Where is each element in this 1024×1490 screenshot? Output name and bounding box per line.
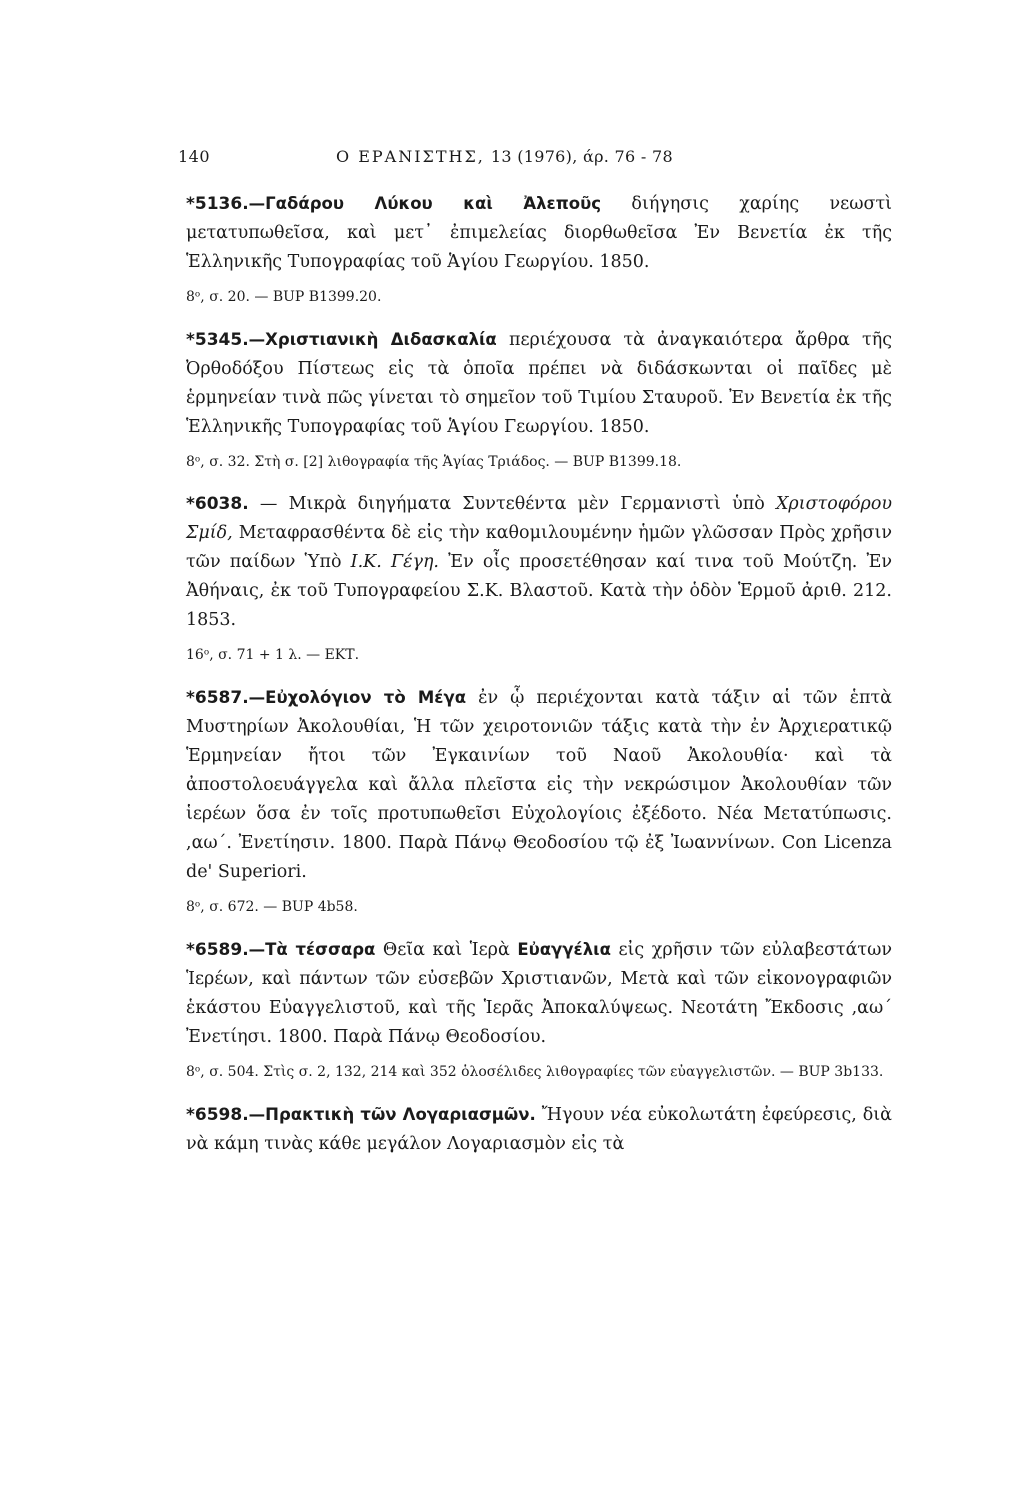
entry-6038 (186, 490, 892, 667)
entry-heading: —Πρακτικὴ τῶν Λογαριασμῶν. (248, 1105, 536, 1124)
entry-number: *6587. (186, 688, 249, 708)
entry-heading: Εὐαγγέλια (517, 940, 611, 959)
entry-meta: 8ᵒ, σ. 504. Στὶς σ. 2, 132, 214 καὶ 352 ὁλοσέλιδες λιθογραφίες τῶν εὐαγγελιστῶν. — BUP 3b133. (186, 1064, 884, 1080)
running-head (178, 147, 892, 175)
entry-heading: —Γαδάρου Λύκου καὶ Ἀλεποῦς (248, 194, 602, 213)
entry-meta: 8ᵒ, σ. 20. — BUP B1399.20. (186, 289, 382, 305)
journal-name: Ο ΕΡΑΝΙΣΤΗΣ, (336, 147, 485, 166)
entry-meta: 8ᵒ, σ. 672. — BUP 4b58. (186, 899, 358, 915)
entry-heading: —Χριστιανικὴ Διδασκαλία (248, 330, 497, 349)
entry-body (186, 683, 892, 887)
entry-text-part: Μεταφρασθέντα δὲ εἰς τὴν καθομιλουμένην ἡμῶν γλῶσσαν Πρὸς χρῆσιν τῶν παίδων Ὑπὸ (186, 523, 892, 572)
entry-number: *6589. (186, 940, 249, 960)
entry-number: *6598. (186, 1105, 249, 1125)
entry-body (186, 935, 892, 1052)
author-name: Χριστοφόρου Σμίδ, (186, 494, 892, 543)
entry-text: Ἤγουν νέα εὐκολωτάτη ἐφεύρεσις, διὰ νὰ κάμη τινὰς κάθε μεγάλον Λογαριασμὸν εἰς τὰ (186, 1105, 892, 1154)
page-number: 140 (178, 147, 211, 166)
entry-number: *5345. (186, 330, 249, 350)
entry-heading: —Τὰ τέσσαρα (248, 940, 376, 959)
entry-body (186, 189, 892, 277)
journal-title (336, 147, 673, 166)
journal-volume: 13 (1976), άρ. 76 - 78 (490, 147, 673, 166)
entry-body (186, 325, 892, 442)
entry-meta: 8ᵒ, σ. 32. Στὴ σ. [2] λιθογραφία τῆς Ἁγίας Τριάδος. — BUP B1399.18. (186, 454, 682, 470)
entry-6598 (186, 1100, 892, 1159)
entry-body (186, 490, 892, 635)
entry-text-part: — Μικρὰ διηγήματα Συντεθέντα μὲν Γερμανιστὶ ὑπὸ (248, 494, 776, 514)
entry-meta: 16ᵒ, σ. 71 + 1 λ. — ΕΚΤ. (186, 647, 360, 663)
entry-5345 (186, 325, 892, 474)
entry-text: περιέχουσα τὰ ἀναγκαιότερα ἄρθρα τῆς Ὀρθοδόξου Πίστεως εἰς τὰ ὁποῖα πρέπει νὰ διδάσκωνται οἱ παῖδες μὲ ἑρμηνείαν τινὰ πῶς γίνεται τὸ σημεῖον τοῦ Τιμίου Σταυροῦ. Ἐν Βενετία ἐκ τῆς Ἑλληνικῆς Τυπογραφίας τοῦ Ἁγίου Γεωργίου. 1850. (186, 330, 892, 437)
entry-number: *6038. (186, 494, 249, 514)
entry-heading: —Εὐχολόγιον τὸ Μέγα (248, 688, 467, 707)
entry-text-part: Θεῖα καὶ Ἱερὰ (375, 940, 518, 960)
entry-6589 (186, 935, 892, 1084)
entry-6587 (186, 683, 892, 919)
entry-text-part: εἰς χρῆσιν τῶν εὐλαβεστάτων Ἱερέων, καὶ πάντων τῶν εὐσεβῶν Χριστιανῶν, Μετὰ καὶ τῶν εἰκονογραφιῶν ἑκάστου Εὐαγγελιστοῦ, καὶ τῆς Ἱερᾶς Ἀποκαλύψεως. Νεοτάτη Ἔκδοσις ,αω΄ Ἐνετίησι. 1800. Παρὰ Πάνῳ Θεοδοσίου. (186, 940, 892, 1047)
entry-text: διήγησις χαρίης νεωστὶ μετατυπωθεῖσα, καὶ μετ᾽ ἐπιμελείας διορθωθεῖσα Ἐν Βενετία ἐκ τῆς Ἑλληνικῆς Τυπογραφίας τοῦ Ἁγίου Γεωργίου. 1850. (186, 194, 892, 272)
entry-5136 (186, 189, 892, 309)
entry-body (186, 1100, 892, 1159)
translator-name: Ι.Κ. Γέγη. (350, 552, 439, 572)
entry-text-part: Ἐν οἷς προσετέθησαν καί τινα τοῦ Μούτζη. Ἐν Ἀθήναις, ἐκ τοῦ Τυπογραφείου Σ.Κ. Βλαστοῦ. Κατὰ τὴν ὁδὸν Ἑρμοῦ ἀριθ. 212. 1853. (186, 552, 893, 630)
document-page (178, 147, 893, 1159)
entry-number: *5136. (186, 194, 249, 214)
entry-text: ἐν ᾧ περιέχονται κατὰ τάξιν αἱ τῶν ἑπτὰ Μυστηρίων Ἀκολουθίαι, Ἡ τῶν χειροτονιῶν τάξις κατὰ τὴν ἐν Ἀρχιερατικῷ Ἑρμηνείαν ἤτοι τῶν Ἐγκαινίων τοῦ Ναοῦ Ἀκολουθία· καὶ τὰ ἀποστολοευάγγελα καὶ ἄλλα πλεῖστα εἰς τὴν νεκρώσιμον Ἀκολουθίαν τῶν ἱερέων ὅσα ἐν τοῖς προτυπωθεῖσι Εὐχολογίοις ἐξέδοτο. Νέα Μετατύπωσις. ,αω΄. Ἐνετίησιν. 1800. Παρὰ Πάνῳ Θεοδοσίου τῷ ἐξ Ἰωαννίνων. Con Licenza de' Superiori. (186, 688, 892, 882)
